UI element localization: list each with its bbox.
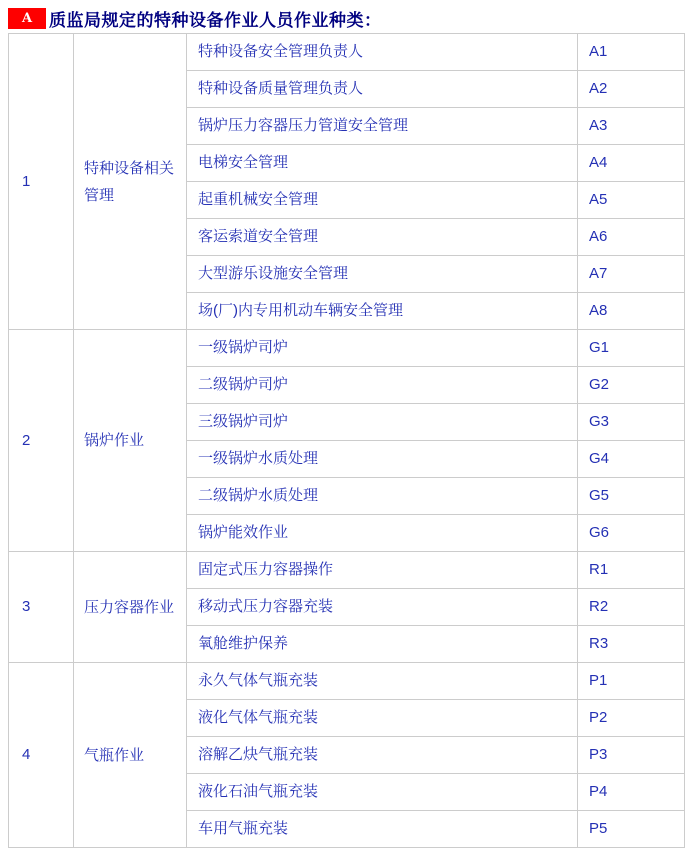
item-code-cell: A7 bbox=[578, 256, 685, 293]
item-code-cell: A8 bbox=[578, 293, 685, 330]
item-code-cell: G4 bbox=[578, 441, 685, 478]
item-name-cell: 二级锅炉水质处理 bbox=[187, 478, 578, 515]
item-code-cell: P3 bbox=[578, 737, 685, 774]
page-header bbox=[8, 6, 382, 31]
table-row bbox=[9, 330, 685, 367]
item-code-cell: G2 bbox=[578, 367, 685, 404]
item-name-cell: 起重机械安全管理 bbox=[187, 182, 578, 219]
item-code-cell: P2 bbox=[578, 700, 685, 737]
item-name-cell: 二级锅炉司炉 bbox=[187, 367, 578, 404]
item-code-cell: A1 bbox=[578, 34, 685, 71]
item-name-cell: 客运索道安全管理 bbox=[187, 219, 578, 256]
item-name-cell: 溶解乙炔气瓶充装 bbox=[187, 737, 578, 774]
item-name-cell: 永久气体气瓶充装 bbox=[187, 663, 578, 700]
table-row bbox=[9, 552, 685, 589]
page-title: 质监局规定的特种设备作业人员作业种类： bbox=[49, 11, 382, 30]
table-row bbox=[9, 34, 685, 71]
item-name-cell: 场(厂)内专用机动车辆安全管理 bbox=[187, 293, 578, 330]
item-code-cell: G6 bbox=[578, 515, 685, 552]
item-name-cell: 液化气体气瓶充装 bbox=[187, 700, 578, 737]
item-code-cell: A4 bbox=[578, 145, 685, 182]
section-number-cell: 1 bbox=[9, 34, 74, 330]
item-code-cell: R2 bbox=[578, 589, 685, 626]
item-code-cell: G1 bbox=[578, 330, 685, 367]
item-code-cell: R1 bbox=[578, 552, 685, 589]
section-number-cell: 4 bbox=[9, 663, 74, 848]
item-name-cell: 液化石油气瓶充装 bbox=[187, 774, 578, 811]
item-code-cell: R3 bbox=[578, 626, 685, 663]
section-letter-badge: A bbox=[8, 8, 46, 29]
item-name-cell: 氧舱维护保养 bbox=[187, 626, 578, 663]
item-code-cell: P1 bbox=[578, 663, 685, 700]
equipment-categories-table bbox=[8, 33, 685, 848]
item-code-cell: A5 bbox=[578, 182, 685, 219]
item-name-cell: 锅炉能效作业 bbox=[187, 515, 578, 552]
section-category-cell: 锅炉作业 bbox=[74, 330, 187, 552]
item-code-cell: A6 bbox=[578, 219, 685, 256]
item-code-cell: P5 bbox=[578, 811, 685, 848]
item-code-cell: A3 bbox=[578, 108, 685, 145]
section-number-cell: 2 bbox=[9, 330, 74, 552]
item-name-cell: 一级锅炉司炉 bbox=[187, 330, 578, 367]
item-code-cell: G3 bbox=[578, 404, 685, 441]
item-name-cell: 固定式压力容器操作 bbox=[187, 552, 578, 589]
item-name-cell: 一级锅炉水质处理 bbox=[187, 441, 578, 478]
equipment-table-body bbox=[9, 34, 685, 848]
section-category-cell: 特种设备相关管理 bbox=[74, 34, 187, 330]
item-name-cell: 移动式压力容器充装 bbox=[187, 589, 578, 626]
item-code-cell: G5 bbox=[578, 478, 685, 515]
section-category-cell: 气瓶作业 bbox=[74, 663, 187, 848]
section-category-cell: 压力容器作业 bbox=[74, 552, 187, 663]
item-name-cell: 锅炉压力容器压力管道安全管理 bbox=[187, 108, 578, 145]
item-name-cell: 特种设备质量管理负责人 bbox=[187, 71, 578, 108]
item-name-cell: 三级锅炉司炉 bbox=[187, 404, 578, 441]
item-name-cell: 车用气瓶充装 bbox=[187, 811, 578, 848]
item-code-cell: P4 bbox=[578, 774, 685, 811]
item-code-cell: A2 bbox=[578, 71, 685, 108]
item-name-cell: 特种设备安全管理负责人 bbox=[187, 34, 578, 71]
section-number-cell: 3 bbox=[9, 552, 74, 663]
item-name-cell: 电梯安全管理 bbox=[187, 145, 578, 182]
table-row bbox=[9, 663, 685, 700]
item-name-cell: 大型游乐设施安全管理 bbox=[187, 256, 578, 293]
